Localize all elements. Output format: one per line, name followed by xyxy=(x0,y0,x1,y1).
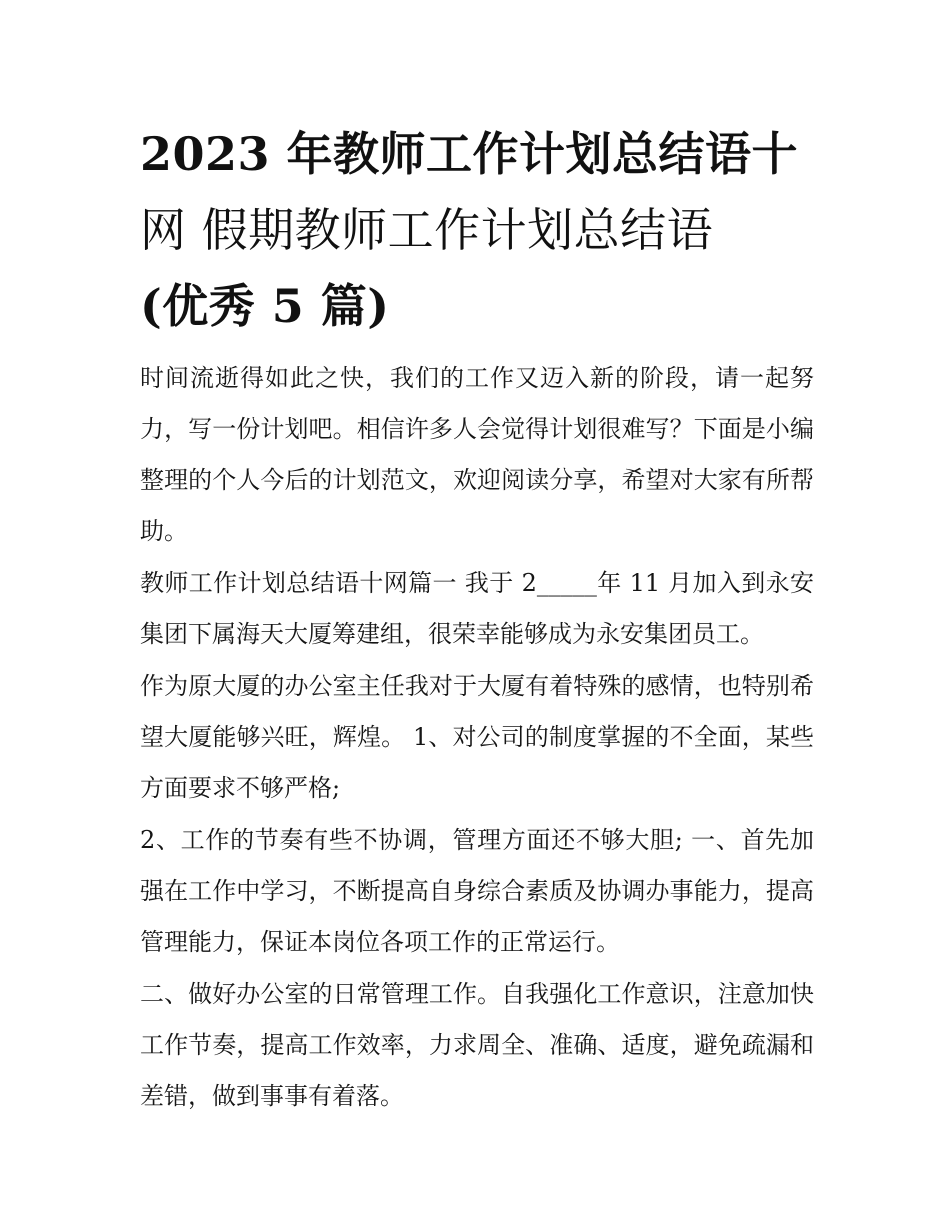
paragraph-4: 二、做好办公室的日常管理工作。自我强化工作意识，注意加快工作节奏，提高工作效率，力求周全、准确、适度，避免疏漏和差错，做到事事有着落。 xyxy=(140,980,814,1110)
document-title xyxy=(140,116,820,344)
title-line-1: 2023 年教师工作计划总结语十 xyxy=(140,127,799,181)
document-body xyxy=(140,353,814,1123)
title-line-2: 网 假期教师工作计划总结语 xyxy=(140,203,714,257)
title-line-3: (优秀 5 篇) xyxy=(140,279,390,333)
paragraph-1: 教师工作计划总结语十网篇一 我于 2_____年 11 月加入到永安集团下属海天大厦筹建组，很荣幸能够成为永安集团员工。 xyxy=(140,569,814,648)
paragraph-2: 作为原大厦的办公室主任我对于大厦有着特殊的感情，也特别希望大厦能够兴旺，辉煌。 1、对公司的制度掌握的不全面，某些方面要求不够严格; xyxy=(140,672,814,802)
paragraph-3: 2、工作的节奏有些不协调，管理方面还不够大胆; 一、首先加强在工作中学习，不断提高自身综合素质及协调办事能力，提高管理能力，保证本岗位各项工作的正常运行。 xyxy=(140,826,814,956)
paragraph-intro: 时间流逝得如此之快，我们的工作又迈入新的阶段，请一起努力，写一份计划吧。相信许多人会觉得计划很难写？下面是小编整理的个人今后的计划范文，欢迎阅读分享，希望对大家有所帮助。 xyxy=(140,364,814,545)
